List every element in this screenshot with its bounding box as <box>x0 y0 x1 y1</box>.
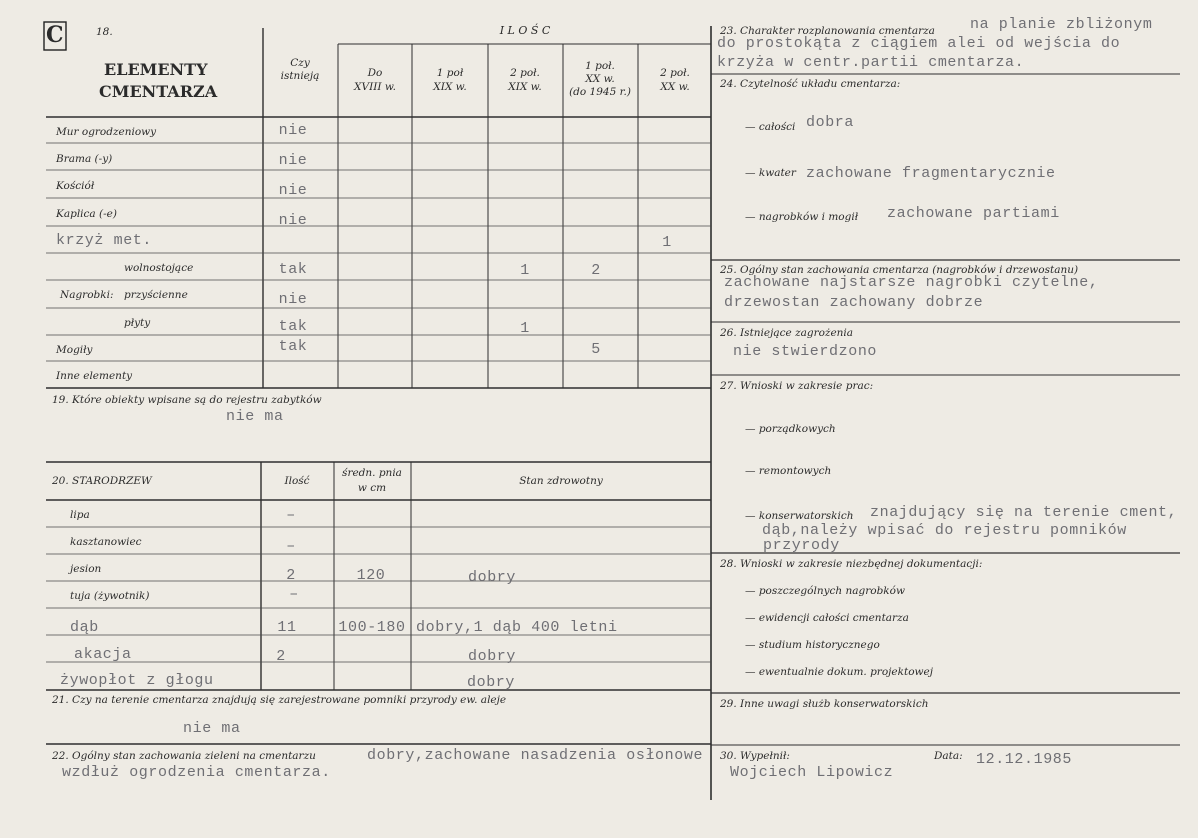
section19-label: 19. Które obiekty wpisane są do rejestru zabytków <box>52 394 322 406</box>
section18-title-2: CMENTARZA <box>99 82 218 101</box>
col-xviii-2: XVIII w. <box>354 81 396 93</box>
card-letter: C <box>46 22 64 48</box>
tree-count: 2 <box>286 567 296 584</box>
section24-item-value: zachowane fragmentarycznie <box>806 165 1056 182</box>
section22-value-2: wzdłuż ogrodzenia cmentarza. <box>62 764 331 781</box>
section27-item-label: — konserwatorskich <box>745 510 854 522</box>
row-label: krzyż met. <box>56 232 153 249</box>
col-count: Ilość <box>284 475 310 487</box>
section23-value-3: krzyża w centr.partii cmentarza. <box>717 54 1025 71</box>
row-label: Inne elementy <box>56 370 133 382</box>
row-exists: tak <box>278 261 308 278</box>
section18-number: 18. <box>96 26 113 38</box>
section21-value: nie ma <box>183 720 241 737</box>
section26-value: nie stwierdzono <box>733 343 878 360</box>
section25-label: 25. Ogólny stan zachowania cmentarza (nagrobków i drzewostanu) <box>720 264 1079 276</box>
row-value: 5 <box>591 341 601 358</box>
col-exists-1: Czy <box>290 57 310 69</box>
row-label: przyścienne <box>124 289 188 301</box>
section26-label: 26. Istniejące zagrożenia <box>720 327 854 339</box>
row-label: płyty <box>124 317 151 329</box>
tree-diam: 120 <box>356 567 386 584</box>
row-exists: nie <box>278 152 308 169</box>
section27-item-value: znajdujący się na terenie cment, <box>870 504 1178 521</box>
row-value: 1 <box>520 320 530 337</box>
tree-species: kasztanowiec <box>70 536 142 548</box>
section20-label: 20. STARODRZEW <box>52 475 152 487</box>
section27-label: 27. Wnioski w zakresie prac: <box>720 380 874 392</box>
tree-count: – <box>286 538 296 555</box>
tree-health: dobry <box>467 569 517 586</box>
section18-title-1: ELEMENTY <box>104 60 208 79</box>
section27-item-label: — remontowych <box>745 465 832 477</box>
row-label: Mogiły <box>56 344 93 356</box>
section22-label: 22. Ogólny stan zachowania zieleni na cmentarzu <box>52 750 316 762</box>
section27-cont-2: przyrody <box>763 537 840 554</box>
tree-species: akacja <box>74 646 132 663</box>
row-value: 1 <box>662 234 672 251</box>
row-exists: nie <box>278 122 308 139</box>
row-exists: nie <box>278 212 308 229</box>
section27-item-label: — porządkowych <box>745 423 836 435</box>
section23-label: 23. Charakter rozplanowania cmentarza <box>720 25 935 37</box>
col-2pol-xx-1: 2 poł. <box>660 67 690 79</box>
row-label: Kaplica (-e) <box>56 208 117 220</box>
section24-label: 24. Czytelność układu cmentarza: <box>720 78 901 90</box>
tree-health: dobry <box>466 674 516 691</box>
col-2pol-xix-2: XIX w. <box>508 81 542 93</box>
section28-item: — studium historycznego <box>745 639 880 651</box>
row-value: 2 <box>591 262 601 279</box>
col-xviii-1: Do <box>367 67 383 79</box>
row-exists: nie <box>278 182 308 199</box>
section28-item: — ewentualnie dokum. projektowej <box>745 666 933 678</box>
section24-item-label: — nagrobków i mogił <box>745 211 859 223</box>
section23-value-1: na planie zbliżonym <box>970 16 1153 33</box>
tree-count: – <box>289 586 299 603</box>
section24-item-value: dobra <box>806 114 855 131</box>
section21-label: 21. Czy na terenie cmentarza znajdują się zarejestrowane pomniki przyrody ew. aleje <box>52 694 507 706</box>
section27-cont-1: dąb,należy wpisać do rejestru pomników <box>762 522 1127 539</box>
tree-count: – <box>286 507 296 524</box>
section28-item: — poszczególnych nagrobków <box>745 585 905 597</box>
section28-item: — ewidencji całości cmentarza <box>745 612 909 624</box>
section24-item-value: zachowane partiami <box>887 205 1060 222</box>
tree-species: dąb <box>70 619 99 636</box>
section30-label: 30. Wypełnił: <box>720 750 790 762</box>
row-label: wolnostojące <box>124 262 194 274</box>
tree-species: żywopłot z głogu <box>60 672 214 689</box>
ilosc-header: I L O Ś C <box>499 24 551 37</box>
section24-item-label: — całości <box>745 121 796 133</box>
section24-item-label: — kwater <box>745 167 796 179</box>
col-diam-2: w cm <box>357 482 387 494</box>
tree-count: 2 <box>276 648 286 665</box>
col-1pol-xx-2: XX w. <box>585 73 615 85</box>
section30-name: Wojciech Lipowicz <box>730 764 894 781</box>
section25-value-2: drzewostan zachowany dobrze <box>724 294 984 311</box>
tree-count: 11 <box>277 619 297 636</box>
col-1pol-xix-2: XIX w. <box>433 81 467 93</box>
row-label: Brama (-y) <box>56 153 113 165</box>
section30-date-label: Data: <box>934 750 963 762</box>
row-exists: nie <box>278 291 308 308</box>
section25-value-1: zachowane najstarsze nagrobki czytelne, <box>724 274 1099 291</box>
tree-health: dobry <box>467 648 517 665</box>
tree-species: jesion <box>70 563 102 575</box>
col-1pol-xx-1: 1 poł. <box>585 60 615 72</box>
nagrobki-label: Nagrobki: <box>60 289 114 301</box>
col-1pol-xix-1: 1 poł <box>436 67 464 79</box>
col-2pol-xix-1: 2 poł. <box>510 67 540 79</box>
section23-value-2: do prostokąta z ciągiem alei od wejścia do <box>717 35 1121 52</box>
tree-species: tuja (żywotnik) <box>70 590 150 602</box>
col-2pol-xx-2: XX w. <box>660 81 690 93</box>
row-value: 1 <box>520 262 530 279</box>
tree-species: lipa <box>70 509 90 521</box>
section22-value-1: dobry,zachowane nasadzenia osłonowe <box>367 747 704 764</box>
section30-date: 12.12.1985 <box>976 751 1073 768</box>
col-diam-1: średn. pnia <box>342 467 402 479</box>
col-health: Stan zdrowotny <box>519 475 603 487</box>
section29-label: 29. Inne uwagi służb konserwatorskich <box>720 698 929 710</box>
row-exists: tak <box>278 338 308 355</box>
section19-value: nie ma <box>226 408 284 425</box>
col-1pol-xx-3: (do 1945 r.) <box>569 86 631 98</box>
row-label: Mur ogrodzeniowy <box>56 126 157 138</box>
row-exists: tak <box>278 318 308 335</box>
row-label: Kościół <box>56 180 95 192</box>
tree-diam: 100-180 <box>338 619 406 636</box>
section28-label: 28. Wnioski w zakresie niezbędnej dokumentacji: <box>720 558 983 570</box>
col-exists-2: istnieją <box>280 70 320 82</box>
tree-health: dobry,1 dąb 400 letni <box>416 619 618 636</box>
